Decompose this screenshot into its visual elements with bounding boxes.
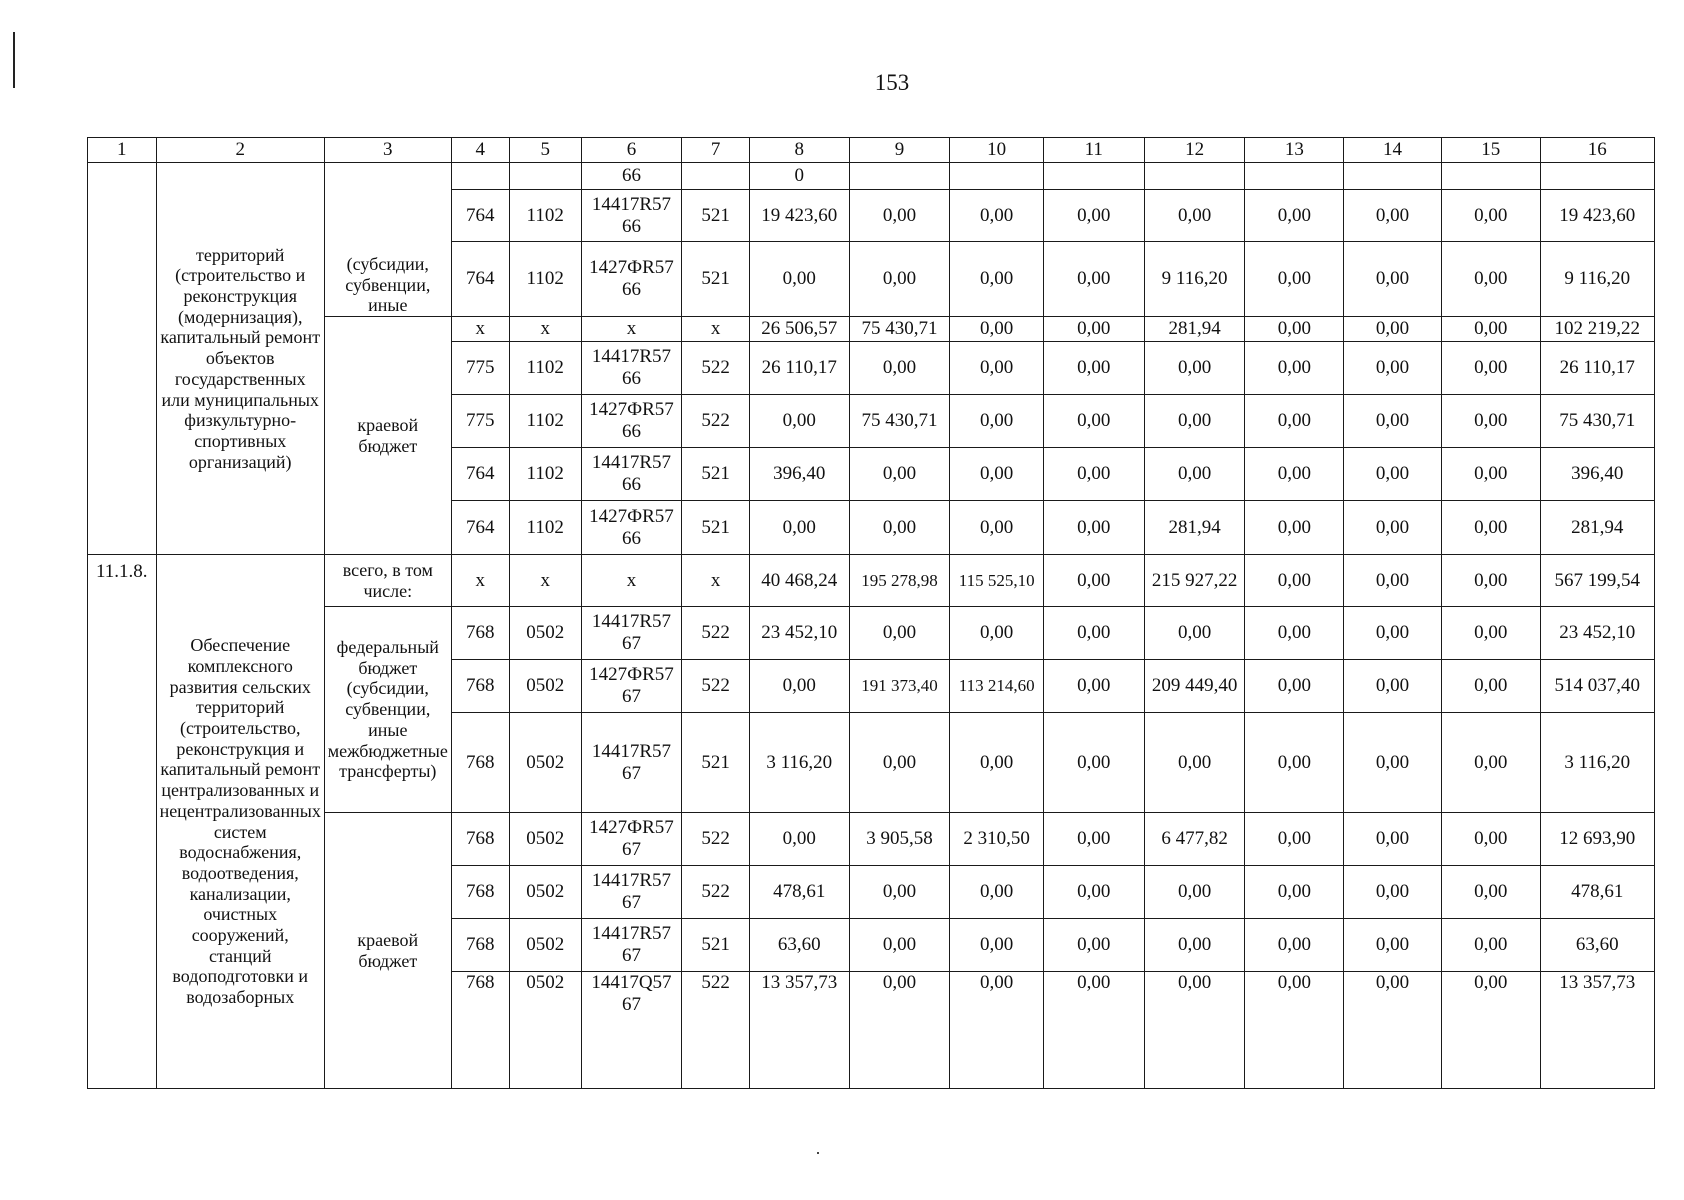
cell-c13: 0,00 xyxy=(1245,342,1344,395)
header-cell: 7 xyxy=(682,138,750,163)
cell-c11: 0,00 xyxy=(1043,555,1144,607)
cell-c7: 522 xyxy=(682,972,750,1089)
cell-c9: 75 430,71 xyxy=(849,317,950,342)
cell-c12: 0,00 xyxy=(1144,919,1245,972)
cell-c14: 0,00 xyxy=(1344,501,1442,555)
cell-c4: 768 xyxy=(451,660,509,713)
cell-c11: 0,00 xyxy=(1043,501,1144,555)
cell-c6: 14417R57 67 xyxy=(581,713,682,813)
cell-c12: 281,94 xyxy=(1144,501,1245,555)
cell-c8: 26 506,57 xyxy=(749,317,849,342)
cell-c6: 1427ФR57 66 xyxy=(581,395,682,448)
cell-c5: x xyxy=(509,317,581,342)
cell-c13: 0,00 xyxy=(1245,866,1344,919)
cell-c9: 0,00 xyxy=(849,242,950,317)
funding-source-cell: краевой бюджет xyxy=(324,317,451,555)
cell-c5: x xyxy=(509,555,581,607)
cell-c14: 0,00 xyxy=(1344,448,1442,501)
cell-c6: 14417R57 67 xyxy=(581,919,682,972)
cell-c8: 478,61 xyxy=(749,866,849,919)
cell-c11: 0,00 xyxy=(1043,866,1144,919)
cell-c9: 0,00 xyxy=(849,919,950,972)
cell-c7: 522 xyxy=(682,813,750,866)
cell-c5: 0502 xyxy=(509,866,581,919)
cell-c10: 0,00 xyxy=(950,866,1044,919)
cell-c8: 63,60 xyxy=(749,919,849,972)
cell-c13 xyxy=(1245,163,1344,190)
cell-c7: x xyxy=(682,317,750,342)
cell-c14: 0,00 xyxy=(1344,713,1442,813)
cell-c7: 521 xyxy=(682,448,750,501)
funding-source-cell: всего, в том числе: xyxy=(324,555,451,607)
cell-c13: 0,00 xyxy=(1245,242,1344,317)
funding-source-cell: федеральный бюджет (субсидии, субвенции, иные межбюджетные трансферты) xyxy=(324,607,451,813)
header-cell: 2 xyxy=(156,138,324,163)
header-cell: 12 xyxy=(1144,138,1245,163)
cell-c16: 478,61 xyxy=(1540,866,1654,919)
cell-c16: 75 430,71 xyxy=(1540,395,1654,448)
cell-c12: 0,00 xyxy=(1144,342,1245,395)
cell-c6: 14417R57 66 xyxy=(581,448,682,501)
cell-c12: 0,00 xyxy=(1144,972,1245,1089)
cell-c16: 19 423,60 xyxy=(1540,190,1654,242)
cell-c4: 764 xyxy=(451,190,509,242)
cell-c10: 0,00 xyxy=(950,972,1044,1089)
description-cell: территорий (строительство и реконструкция (модернизация), капитальный ремонт объектов государственных или муниципальных физкультурно-спортивных организаций) xyxy=(156,163,324,555)
cell-c5: 0502 xyxy=(509,713,581,813)
cell-c12: 209 449,40 xyxy=(1144,660,1245,713)
cell-c12: 0,00 xyxy=(1144,713,1245,813)
cell-c5: 1102 xyxy=(509,501,581,555)
cell-c13: 0,00 xyxy=(1245,501,1344,555)
cell-c12: 0,00 xyxy=(1144,607,1245,660)
cell-c9: 0,00 xyxy=(849,713,950,813)
cell-c13: 0,00 xyxy=(1245,713,1344,813)
cell-c8: 0,00 xyxy=(749,395,849,448)
cell-c12: 0,00 xyxy=(1144,448,1245,501)
cell-c8: 13 357,73 xyxy=(749,972,849,1089)
cell-c15: 0,00 xyxy=(1441,813,1540,866)
cell-c11: 0,00 xyxy=(1043,395,1144,448)
cell-c10: 0,00 xyxy=(950,395,1044,448)
cell-c8: 0,00 xyxy=(749,813,849,866)
cell-c15: 0,00 xyxy=(1441,972,1540,1089)
cell-c11: 0,00 xyxy=(1043,242,1144,317)
cell-c9: 0,00 xyxy=(849,342,950,395)
cell-c14: 0,00 xyxy=(1344,242,1442,317)
cell-c11: 0,00 xyxy=(1043,660,1144,713)
cell-c5: 0502 xyxy=(509,919,581,972)
cell-c7: 521 xyxy=(682,713,750,813)
cell-c8: 0,00 xyxy=(749,242,849,317)
cell-c10: 0,00 xyxy=(950,342,1044,395)
header-cell: 10 xyxy=(950,138,1044,163)
header-cell: 6 xyxy=(581,138,682,163)
cell-c12: 6 477,82 xyxy=(1144,813,1245,866)
cell-c16 xyxy=(1540,163,1654,190)
cell-c5: 0502 xyxy=(509,607,581,660)
cell-c14: 0,00 xyxy=(1344,813,1442,866)
cell-c8: 0 xyxy=(749,163,849,190)
header-cell: 1 xyxy=(88,138,157,163)
cell-c4: 768 xyxy=(451,713,509,813)
cell-c6: x xyxy=(581,317,682,342)
cell-c9: 0,00 xyxy=(849,190,950,242)
header-cell: 8 xyxy=(749,138,849,163)
cell-c4: 764 xyxy=(451,242,509,317)
cell-c10: 0,00 xyxy=(950,713,1044,813)
header-cell: 14 xyxy=(1344,138,1442,163)
cell-c10: 0,00 xyxy=(950,501,1044,555)
cell-c11: 0,00 xyxy=(1043,448,1144,501)
cell-c4: 768 xyxy=(451,607,509,660)
cell-c16: 281,94 xyxy=(1540,501,1654,555)
cell-c14: 0,00 xyxy=(1344,395,1442,448)
cell-c10: 113 214,60 xyxy=(950,660,1044,713)
cell-c11: 0,00 xyxy=(1043,972,1144,1089)
table-row xyxy=(88,555,1655,607)
cell-c4 xyxy=(451,163,509,190)
cell-c9: 75 430,71 xyxy=(849,395,950,448)
cell-c6: 14417R57 66 xyxy=(581,342,682,395)
cell-c7: x xyxy=(682,555,750,607)
cell-c6: 14417Q57 67 xyxy=(581,972,682,1089)
cell-c8: 396,40 xyxy=(749,448,849,501)
cell-c13: 0,00 xyxy=(1245,395,1344,448)
cell-c14: 0,00 xyxy=(1344,317,1442,342)
cell-c6: 14417R57 67 xyxy=(581,607,682,660)
cell-c12: 281,94 xyxy=(1144,317,1245,342)
cell-c14: 0,00 xyxy=(1344,607,1442,660)
scan-dot xyxy=(817,1152,819,1154)
cell-c14: 0,00 xyxy=(1344,660,1442,713)
page-number: 153 xyxy=(874,70,910,95)
cell-c16: 567 199,54 xyxy=(1540,555,1654,607)
cell-c5 xyxy=(509,163,581,190)
cell-c15: 0,00 xyxy=(1441,395,1540,448)
cell-c9: 0,00 xyxy=(849,607,950,660)
cell-c16: 3 116,20 xyxy=(1540,713,1654,813)
cell-c12: 9 116,20 xyxy=(1144,242,1245,317)
cell-c16: 23 452,10 xyxy=(1540,607,1654,660)
cell-c7: 521 xyxy=(682,919,750,972)
funding-source-cell: краевой бюджет xyxy=(324,813,451,1089)
cell-c4: x xyxy=(451,555,509,607)
row-number-cell: 11.1.8. xyxy=(88,555,157,1089)
cell-c11: 0,00 xyxy=(1043,813,1144,866)
cell-c7: 521 xyxy=(682,501,750,555)
cell-c12 xyxy=(1144,163,1245,190)
cell-c5: 1102 xyxy=(509,448,581,501)
cell-c16: 63,60 xyxy=(1540,919,1654,972)
cell-c10: 2 310,50 xyxy=(950,813,1044,866)
cell-c15: 0,00 xyxy=(1441,607,1540,660)
cell-c15: 0,00 xyxy=(1441,713,1540,813)
cell-c7: 521 xyxy=(682,190,750,242)
cell-c4: 764 xyxy=(451,448,509,501)
cell-c11 xyxy=(1043,163,1144,190)
cell-c4: 775 xyxy=(451,395,509,448)
cell-c15: 0,00 xyxy=(1441,660,1540,713)
cell-c15: 0,00 xyxy=(1441,919,1540,972)
cell-c9: 191 373,40 xyxy=(849,660,950,713)
cell-c10: 115 525,10 xyxy=(950,555,1044,607)
cell-c15: 0,00 xyxy=(1441,866,1540,919)
cell-c5: 1102 xyxy=(509,190,581,242)
cell-c11: 0,00 xyxy=(1043,607,1144,660)
cell-c4: 768 xyxy=(451,866,509,919)
cell-c4: 768 xyxy=(451,919,509,972)
cell-c13: 0,00 xyxy=(1245,607,1344,660)
cell-c13: 0,00 xyxy=(1245,190,1344,242)
cell-c16: 26 110,17 xyxy=(1540,342,1654,395)
cell-c6: 1427ФR57 66 xyxy=(581,501,682,555)
cell-c12: 0,00 xyxy=(1144,190,1245,242)
cell-c16: 13 357,73 xyxy=(1540,972,1654,1089)
cell-c13: 0,00 xyxy=(1245,660,1344,713)
cell-c15: 0,00 xyxy=(1441,190,1540,242)
cell-c16: 396,40 xyxy=(1540,448,1654,501)
cell-c14: 0,00 xyxy=(1344,919,1442,972)
cell-c7 xyxy=(682,163,750,190)
table-row xyxy=(88,163,1655,190)
cell-c6: 14417R57 67 xyxy=(581,866,682,919)
cell-c5: 1102 xyxy=(509,395,581,448)
cell-c8: 0,00 xyxy=(749,501,849,555)
cell-c10: 0,00 xyxy=(950,242,1044,317)
cell-c15: 0,00 xyxy=(1441,317,1540,342)
cell-c15: 0,00 xyxy=(1441,448,1540,501)
cell-c15 xyxy=(1441,163,1540,190)
cell-c11: 0,00 xyxy=(1043,342,1144,395)
row-number-cell xyxy=(88,163,157,555)
cell-c7: 522 xyxy=(682,342,750,395)
cell-c6: 66 xyxy=(581,163,682,190)
cell-c7: 521 xyxy=(682,242,750,317)
cell-c11: 0,00 xyxy=(1043,317,1144,342)
cell-c5: 1102 xyxy=(509,242,581,317)
cell-c10: 0,00 xyxy=(950,607,1044,660)
cell-c8: 26 110,17 xyxy=(749,342,849,395)
budget-table xyxy=(87,137,1655,1089)
cell-c6: 1427ФR57 67 xyxy=(581,813,682,866)
cell-c7: 522 xyxy=(682,395,750,448)
cell-c14: 0,00 xyxy=(1344,190,1442,242)
cell-c10: 0,00 xyxy=(950,190,1044,242)
cell-c8: 0,00 xyxy=(749,660,849,713)
cell-c6: x xyxy=(581,555,682,607)
cell-c14 xyxy=(1344,163,1442,190)
cell-c4: 768 xyxy=(451,972,509,1089)
cell-c7: 522 xyxy=(682,866,750,919)
cell-c14: 0,00 xyxy=(1344,555,1442,607)
cell-c12: 0,00 xyxy=(1144,395,1245,448)
cell-c11: 0,00 xyxy=(1043,713,1144,813)
header-row xyxy=(88,138,1655,163)
cell-c13: 0,00 xyxy=(1245,317,1344,342)
cell-c4: x xyxy=(451,317,509,342)
cell-c15: 0,00 xyxy=(1441,555,1540,607)
cell-c13: 0,00 xyxy=(1245,972,1344,1089)
cell-c8: 40 468,24 xyxy=(749,555,849,607)
cell-c11: 0,00 xyxy=(1043,919,1144,972)
cell-c8: 23 452,10 xyxy=(749,607,849,660)
cell-c13: 0,00 xyxy=(1245,448,1344,501)
header-cell: 13 xyxy=(1245,138,1344,163)
cell-c10: 0,00 xyxy=(950,919,1044,972)
cell-c15: 0,00 xyxy=(1441,501,1540,555)
cell-c10: 0,00 xyxy=(950,448,1044,501)
cell-c9: 0,00 xyxy=(849,448,950,501)
cell-c7: 522 xyxy=(682,660,750,713)
header-cell: 4 xyxy=(451,138,509,163)
cell-c10: 0,00 xyxy=(950,317,1044,342)
header-cell: 9 xyxy=(849,138,950,163)
cell-c11: 0,00 xyxy=(1043,190,1144,242)
cell-c16: 9 116,20 xyxy=(1540,242,1654,317)
cell-c13: 0,00 xyxy=(1245,919,1344,972)
cell-c9: 3 905,58 xyxy=(849,813,950,866)
funding-source-cell: (субсидии, субвенции, иные xyxy=(324,163,451,317)
cell-c4: 764 xyxy=(451,501,509,555)
cell-c9: 0,00 xyxy=(849,866,950,919)
cell-c10 xyxy=(950,163,1044,190)
cell-c5: 0502 xyxy=(509,660,581,713)
cell-c12: 215 927,22 xyxy=(1144,555,1245,607)
cell-c7: 522 xyxy=(682,607,750,660)
cell-c9 xyxy=(849,163,950,190)
cell-c14: 0,00 xyxy=(1344,972,1442,1089)
cell-c9: 0,00 xyxy=(849,501,950,555)
header-cell: 3 xyxy=(324,138,451,163)
cell-c12: 0,00 xyxy=(1144,866,1245,919)
cell-c4: 768 xyxy=(451,813,509,866)
cell-c5: 0502 xyxy=(509,813,581,866)
cell-c6: 1427ФR57 66 xyxy=(581,242,682,317)
cell-c9: 0,00 xyxy=(849,972,950,1089)
header-cell: 5 xyxy=(509,138,581,163)
cell-c14: 0,00 xyxy=(1344,866,1442,919)
cell-c16: 102 219,22 xyxy=(1540,317,1654,342)
cell-c13: 0,00 xyxy=(1245,555,1344,607)
header-cell: 15 xyxy=(1441,138,1540,163)
cell-c15: 0,00 xyxy=(1441,342,1540,395)
cell-c16: 12 693,90 xyxy=(1540,813,1654,866)
cell-c16: 514 037,40 xyxy=(1540,660,1654,713)
cell-c4: 775 xyxy=(451,342,509,395)
cell-c5: 1102 xyxy=(509,342,581,395)
cell-c6: 14417R57 66 xyxy=(581,190,682,242)
cell-c6: 1427ФR57 67 xyxy=(581,660,682,713)
cell-c13: 0,00 xyxy=(1245,813,1344,866)
cell-c5: 0502 xyxy=(509,972,581,1089)
cell-c9: 195 278,98 xyxy=(849,555,950,607)
cell-c15: 0,00 xyxy=(1441,242,1540,317)
cell-c8: 19 423,60 xyxy=(749,190,849,242)
cell-c8: 3 116,20 xyxy=(749,713,849,813)
header-cell: 11 xyxy=(1043,138,1144,163)
description-cell: Обеспечение комплексного развития сельских территорий (строительство, реконструкция и капитальный ремонт централизованных и нецентрализованных систем водоснабжения, водоотведения, канализации, очистных сооружений, станций водоподготовки и водозаборных xyxy=(156,555,324,1089)
cell-c14: 0,00 xyxy=(1344,342,1442,395)
header-cell: 16 xyxy=(1540,138,1654,163)
